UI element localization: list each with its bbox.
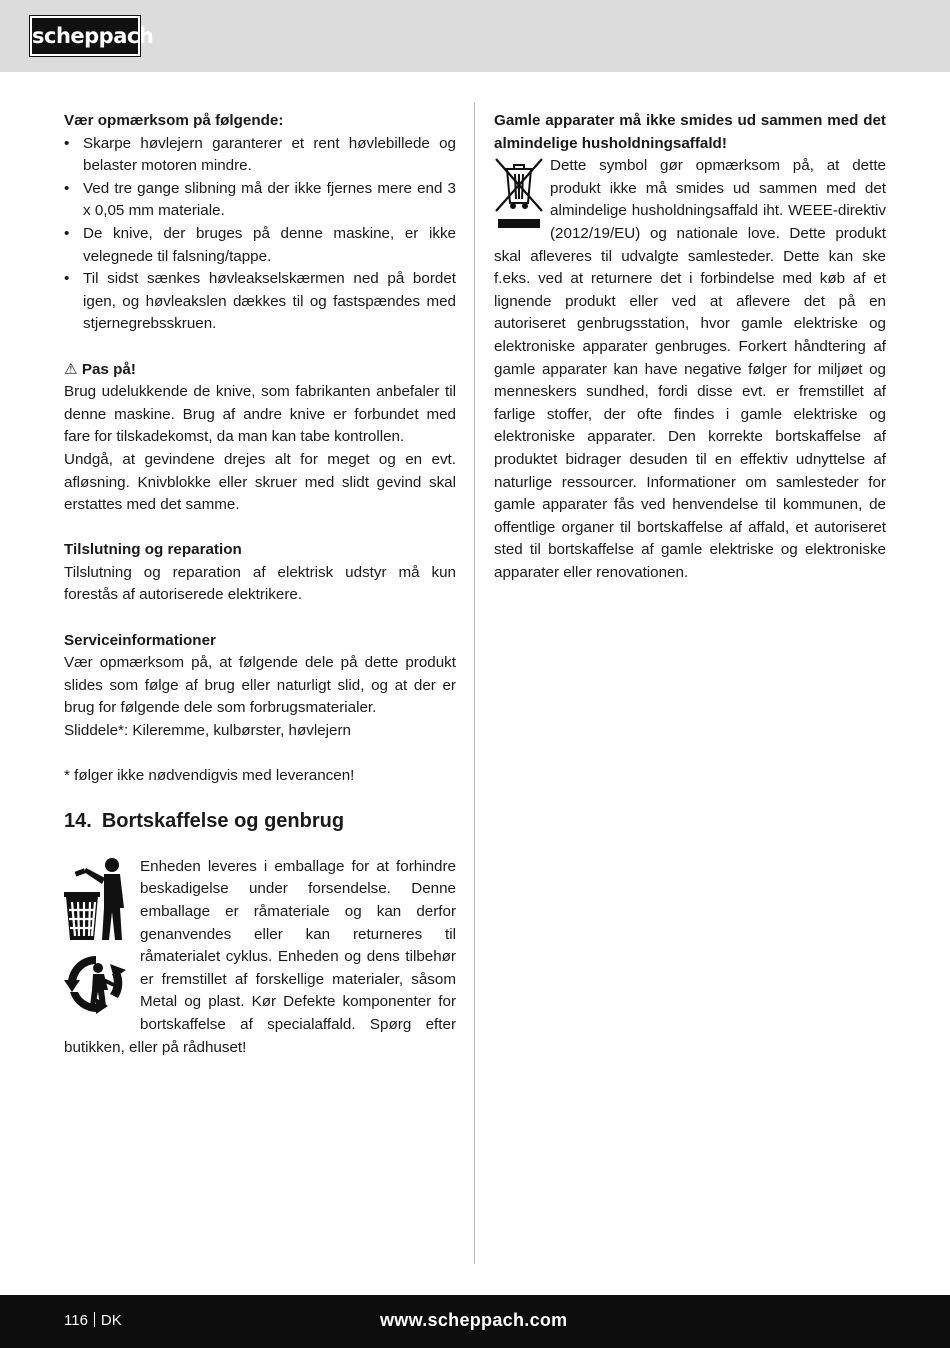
page-number-line (64, 1310, 122, 1332)
list-item: • Skarpe høvlejern garanterer et rent høvlebillede og belaster motoren mindre. (64, 133, 456, 178)
weee-text: Dette symbol gør opmærksom på, at dette produkt ikke må smides ud sammen med det almindelige husholdningsaffald iht. WEEE-direktiv (2012/19/EU) og nationale love. Dette produkt skal afleveres til udvalgte samlesteder. Dette kan ske f.eks. ved at returnere det i forbindelse med køb af et lignende produkt eller ved at aflevere det på en autoriseret genbrugsstation, hvor gamle elektriske og elektroniske apparater genbruges. Forkert håndtering af gamle apparater kan have negative følger for miljøet og menneskers sundhed, fordi disse evt. er fremstillet af farlige stoffer, der ofte findes i gamle elektriske og elektroniske apparater. Den korrekte bortskaffelse af produktet bidrager desuden til en effektiv udnyttelse af naturlige ressourcer. Informationer om samlesteder for gamle apparater fås ved henvendelse til kommunen, de offentlige organer til bortskaffelse af affald, et autoriseret sted til bortskaffelse af gamle elektriske og elektroniske apparater eller renovationen. (494, 157, 886, 581)
service-text: Vær opmærksom på, at følgende dele på dette produkt slides som følge af brug eller naturligt slid, og at der er brug for følgende dele som forbrugsmaterialer. (64, 654, 456, 717)
warning-text: Brug udelukkende de knive, som fabrikanten anbefaler til denne maskine. Brug af andre knive er forbundet med fare for tilskadekomst, da man kan tabe kontrollen. (64, 383, 456, 446)
weee-heading: Gamle apparater må ikke smides ud sammen med det almindelige husholdningsaffald! (494, 112, 886, 152)
disposal-icons (64, 856, 138, 1034)
section-title: Bortskaffelse og genbrug (101, 809, 345, 832)
website-link[interactable]: www.scheppach.com (380, 1310, 568, 1330)
list-item: • De knive, der bruges på denne maskine, er ikke velegnede til falsning/tappe. (64, 223, 456, 268)
column-divider (474, 102, 475, 1264)
attention-list (64, 133, 456, 336)
recycle-person-icon (64, 952, 134, 1016)
service-heading: Serviceinformationer (64, 631, 216, 649)
right-column (494, 110, 886, 584)
language-code: DK (100, 1312, 122, 1329)
list-item: • Til sidst sænkes høvleakselskærmen ned på bordet igen, og høvleakslen dækkes til og fastspændes med stjernegrebsskruen. (64, 268, 456, 336)
weee-symbol (494, 155, 544, 235)
footnote: * følger ikke nødvendigvis med leverancen! (64, 767, 355, 785)
section-heading (64, 808, 456, 834)
section-number: 14. (64, 809, 92, 832)
warning-triangle-icon: ⚠ (64, 360, 78, 378)
disposal-text: Enheden leveres i emballage for at forhindre beskadigelse under forsendelse. Denne emballage er råmateriale og kan derfor genanvendes eller kan returneres til råmaterialet cyklus. Enheden og dens tilbehør er fremstillet af forskellige materialer, såsom Metal og plast. Kør Defekte komponenter for bortskaffelse af specialaffald. Spørg efter butikken, eller på rådhuset! (64, 857, 456, 1056)
separator (94, 1312, 95, 1327)
page-header (0, 0, 950, 72)
list-item: • Ved tre gange slibning må der ikke fjernes mere end 3 x 0,05 mm materiale. (64, 178, 456, 223)
connection-text: Tilslutning og reparation af elektrisk udstyr må kun forestås af autoriserede elektrikere. (64, 563, 456, 604)
connection-heading: Tilslutning og reparation (64, 541, 242, 559)
wear-parts-text: Sliddele*: Kileremme, kulbørster, høvlejern (64, 722, 351, 740)
warning-text: Undgå, at gevindene drejes alt for meget og en evt. afløsning. Knivblokke eller skruer med slidt gevind skal erstattes med det samme. (64, 450, 456, 514)
warning-heading: Pas på! (81, 360, 136, 378)
page-number: 116 (64, 1312, 88, 1329)
left-column (64, 110, 456, 1059)
litter-bin-icon (64, 856, 134, 944)
scheppach-logo: scheppach (30, 16, 140, 56)
warning-heading-line (64, 359, 456, 382)
crossed-out-bin-icon (494, 155, 544, 235)
attention-heading: Vær opmærksom på følgende: (64, 112, 284, 129)
page-footer (0, 1295, 950, 1348)
